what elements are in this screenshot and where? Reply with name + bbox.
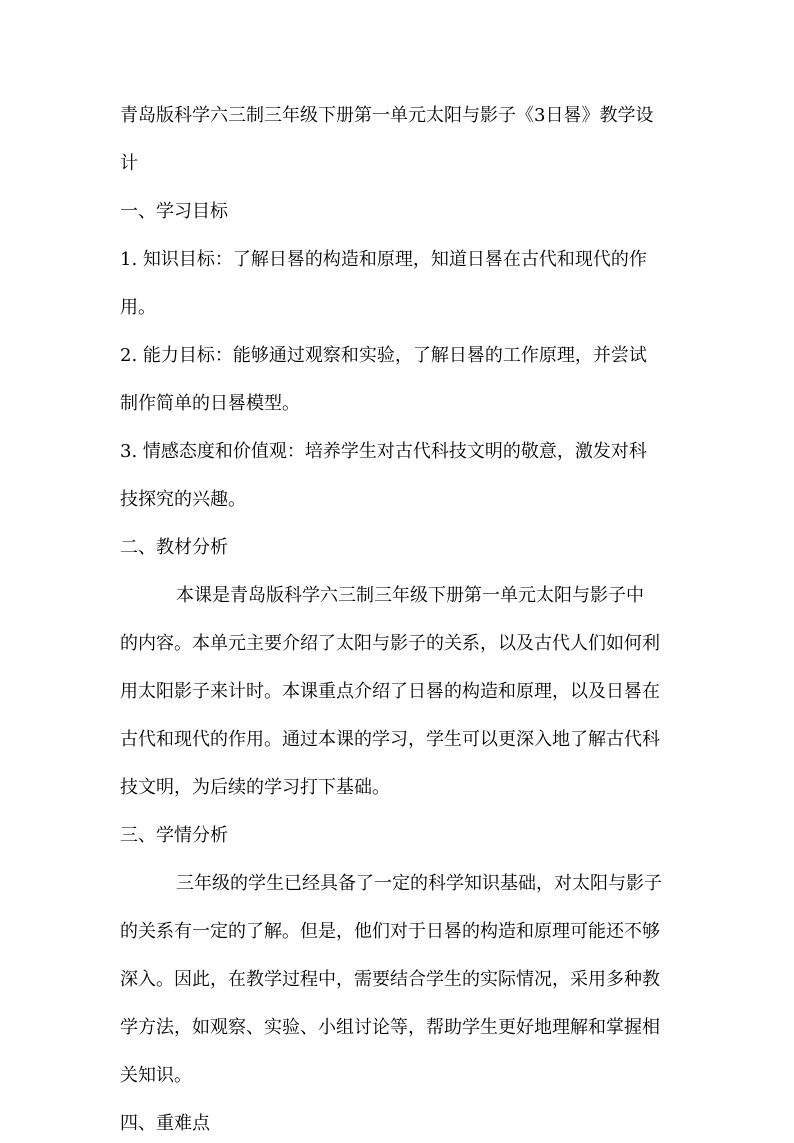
goal-3-line-1: 3. 情感态度和价值观：培养学生对古代科技文明的敬意，激发对科 [120,441,647,462]
goal-1-line-2: 用。 [120,297,156,318]
student-analysis-line-2: 的关系有一定的了解。但是，他们对于日晷的构造和原理可能还不够 [120,921,660,942]
section-heading-student-analysis: 三、学情分析 [120,825,228,846]
textbook-analysis-line-4: 古代和现代的作用。通过本课的学习，学生可以更深入地了解古代科 [120,729,660,750]
document-title-line-1: 青岛版科学六三制三年级下册第一单元太阳与影子《3日晷》教学设 [120,105,654,126]
textbook-analysis-line-5: 技文明，为后续的学习打下基础。 [120,777,390,798]
section-heading-key-difficult-points: 四、重难点 [120,1113,210,1134]
goal-1-line-1: 1. 知识目标：了解日晷的构造和原理，知道日晷在古代和现代的作 [120,249,647,270]
goal-2-line-2: 制作简单的日晷模型。 [120,393,300,414]
document-title-line-2: 计 [120,153,138,174]
student-analysis-line-3: 深入。因此，在教学过程中，需要结合学生的实际情况，采用多种教 [120,969,660,990]
textbook-analysis-line-2: 的内容。本单元主要介绍了太阳与影子的关系，以及古代人们如何利 [120,633,660,654]
textbook-analysis-line-3: 用太阳影子来计时。本课重点介绍了日晷的构造和原理，以及日晷在 [120,681,660,702]
goal-2-line-1: 2. 能力目标：能够通过观察和实验，了解日晷的工作原理，并尝试 [120,345,647,366]
student-analysis-line-1: 三年级的学生已经具备了一定的科学知识基础，对太阳与影子 [176,873,662,894]
section-heading-learning-goals: 一、学习目标 [120,201,228,222]
section-heading-textbook-analysis: 二、教材分析 [120,537,228,558]
textbook-analysis-line-1: 本课是青岛版科学六三制三年级下册第一单元太阳与影子中 [176,585,644,606]
goal-3-line-2: 技探究的兴趣。 [120,489,246,510]
document-body [120,97,680,1143]
student-analysis-line-4: 学方法，如观察、实验、小组讨论等，帮助学生更好地理解和掌握相 [120,1017,660,1038]
student-analysis-line-5: 关知识。 [120,1065,192,1086]
